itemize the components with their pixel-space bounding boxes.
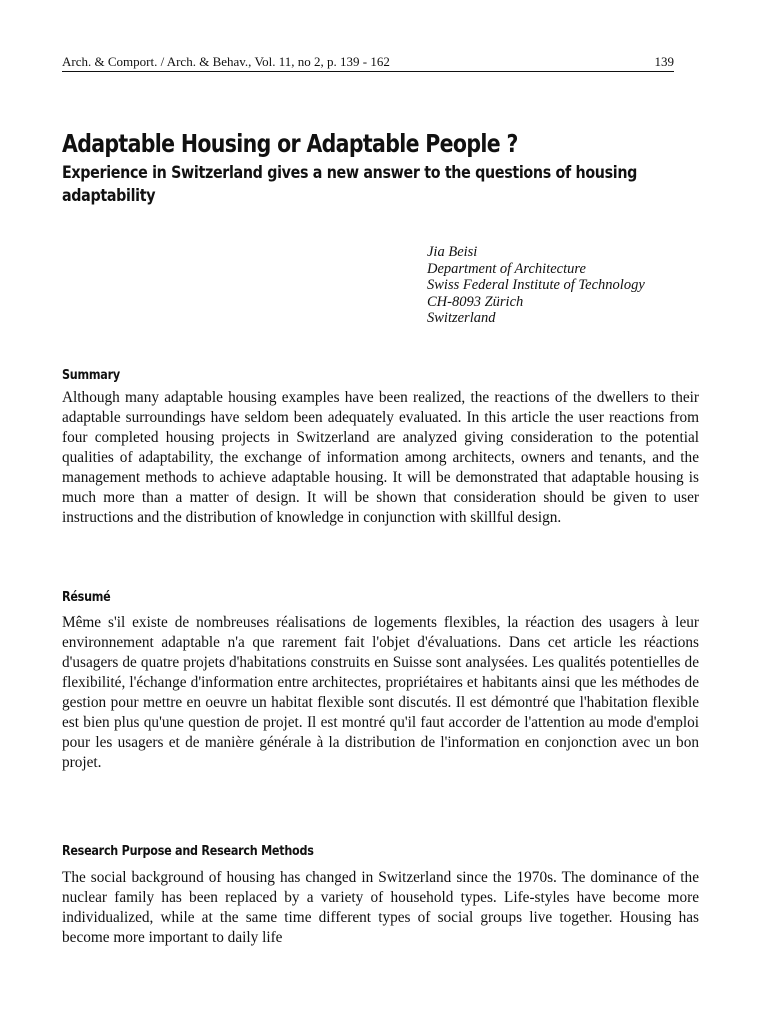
running-header (62, 54, 674, 72)
journal-citation: Arch. & Comport. / Arch. & Behav., Vol. 11, no 2, p. 139 - 162 (62, 54, 390, 69)
summary-paragraph: Although many adaptable housing examples have been realized, the reactions of the dwellers to their adaptable surroundings have seldom been adequately evaluated. In this article the user reactions from four completed housing projects in Switzerland are analyzed giving consideration to the potential qualities of adaptability, the exchange of information among architects, owners and tenants, and the management methods to achieve adaptable housing. It will be demonstrated that adaptable housing is much more than a matter of design. It will be shown that consideration should be given to user instructions and the distribution of knowledge in conjunction with skillful design. (62, 389, 699, 526)
resume-paragraph: Même s'il existe de nombreuses réalisations de logements flexibles, la réaction des usagers à leur environnement adaptable n'a que rarement fait l'objet d'évaluations. Dans cet article les réactions d'usagers de quatre projets d'habitations construits en Suisse sont analysées. Les qualités potentielles de flexibilité, l'échange d'information entre architectes, propriétaires et habitants ainsi que les méthodes de gestion pour mettre en oeuvre un habitat flexible sont discutés. Il est démontré que l'habitation flexible est bien plus qu'une question de projet. Il est montré qu'il faut accorder de l'attention au mode d'emploi pour les usagers et de manière générale à la distribution de l'information en conjonction avec un bon projet. (62, 614, 699, 771)
article-subtitle: Experience in Switzerland gives a new answer to the questions of housing adaptability (62, 163, 638, 206)
author-affiliation (427, 244, 727, 327)
author-city: CH-8093 Zürich (427, 293, 524, 310)
page-number: 139 (654, 54, 674, 69)
research-heading: Research Purpose and Research Methods (62, 844, 314, 859)
research-paragraph: The social background of housing has changed in Switzerland since the 1970s. The dominance of the nuclear family has been replaced by a variety of household types. Life-styles have become more individualized, while at the same time different types of social groups live together. Housing has become more important to daily life (62, 869, 699, 946)
author-name: Jia Beisi (427, 244, 478, 260)
author-institution: Swiss Federal Institute of Technology (427, 277, 645, 293)
title-block (62, 128, 702, 208)
author-department: Department of Architecture (427, 260, 586, 277)
author-country: Switzerland (427, 310, 496, 326)
summary-heading: Summary (62, 368, 120, 383)
resume-heading: Résumé (62, 590, 111, 605)
article-title: Adaptable Housing or Adaptable People ? (62, 129, 518, 158)
